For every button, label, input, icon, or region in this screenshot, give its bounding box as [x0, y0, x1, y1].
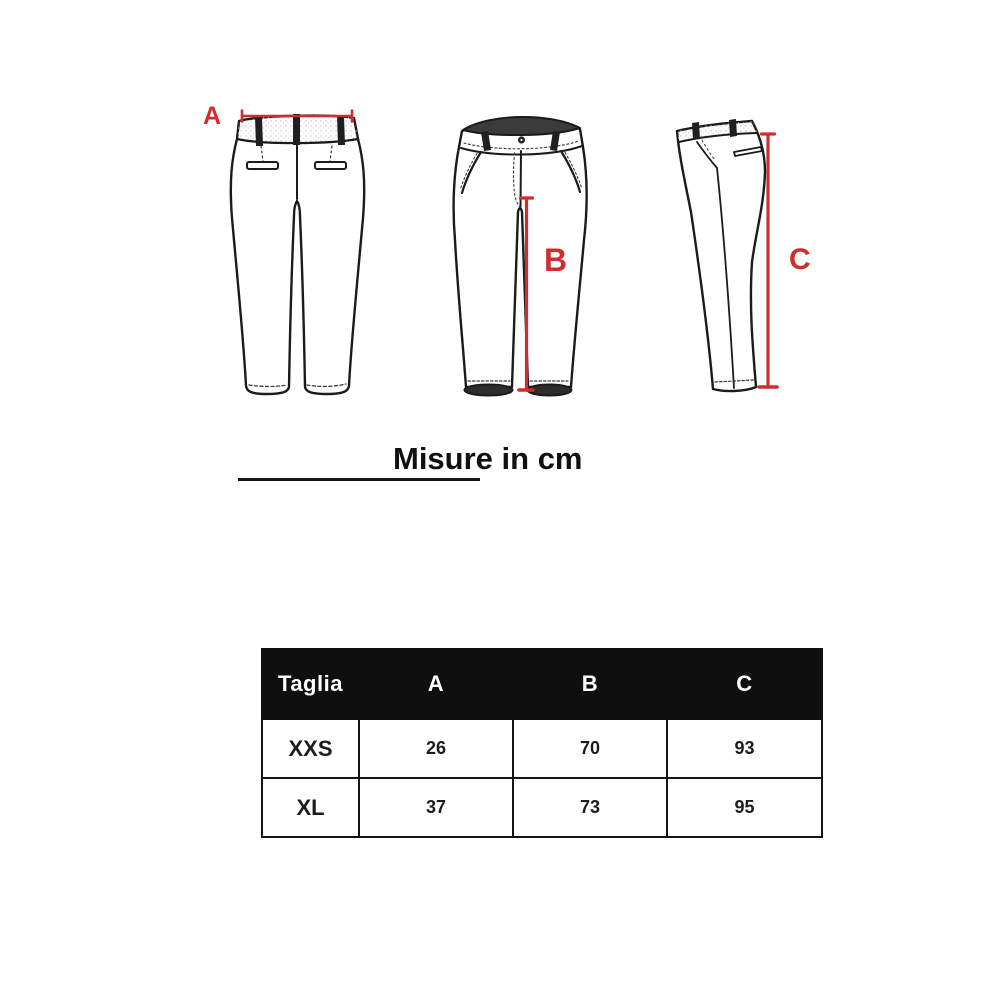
back-view-drawing: [231, 111, 364, 395]
value-cell: 26: [359, 719, 513, 778]
back-belt-loop-right: [337, 116, 345, 145]
front-button-hole: [520, 139, 522, 141]
header-taglia: Taglia: [262, 649, 359, 719]
value-cell: 37: [359, 778, 513, 837]
side-belt-loop-right: [729, 119, 737, 137]
caption-misure: Misure in cm: [393, 441, 583, 476]
size-table-header-row: [262, 649, 822, 719]
front-hem-left: [465, 385, 513, 396]
back-pocket-right: [315, 162, 346, 169]
value-cell: 93: [667, 719, 822, 778]
value-cell: 95: [667, 778, 822, 837]
table-row-xxs: [262, 719, 822, 778]
back-pocket-left: [247, 162, 278, 169]
measure-label-c: C: [789, 243, 811, 276]
header-a: A: [359, 649, 513, 719]
side-view-drawing: [677, 119, 777, 391]
measure-label-b: B: [544, 242, 568, 278]
size-cell: XL: [262, 778, 359, 837]
value-cell: 73: [513, 778, 667, 837]
front-inner-waistband: [463, 117, 580, 135]
caption-underline: [238, 478, 480, 481]
table-row-xl: [262, 778, 822, 837]
size-cell: XXS: [262, 719, 359, 778]
header-c: C: [667, 649, 822, 719]
header-b: B: [513, 649, 667, 719]
measure-label-a: A: [203, 102, 222, 130]
back-belt-loop-left: [255, 117, 263, 146]
value-cell: 70: [513, 719, 667, 778]
back-belt-loop-center: [293, 114, 300, 145]
side-belt-loop-left: [692, 122, 700, 140]
size-table: [261, 648, 823, 838]
side-view-outline: [677, 121, 765, 391]
